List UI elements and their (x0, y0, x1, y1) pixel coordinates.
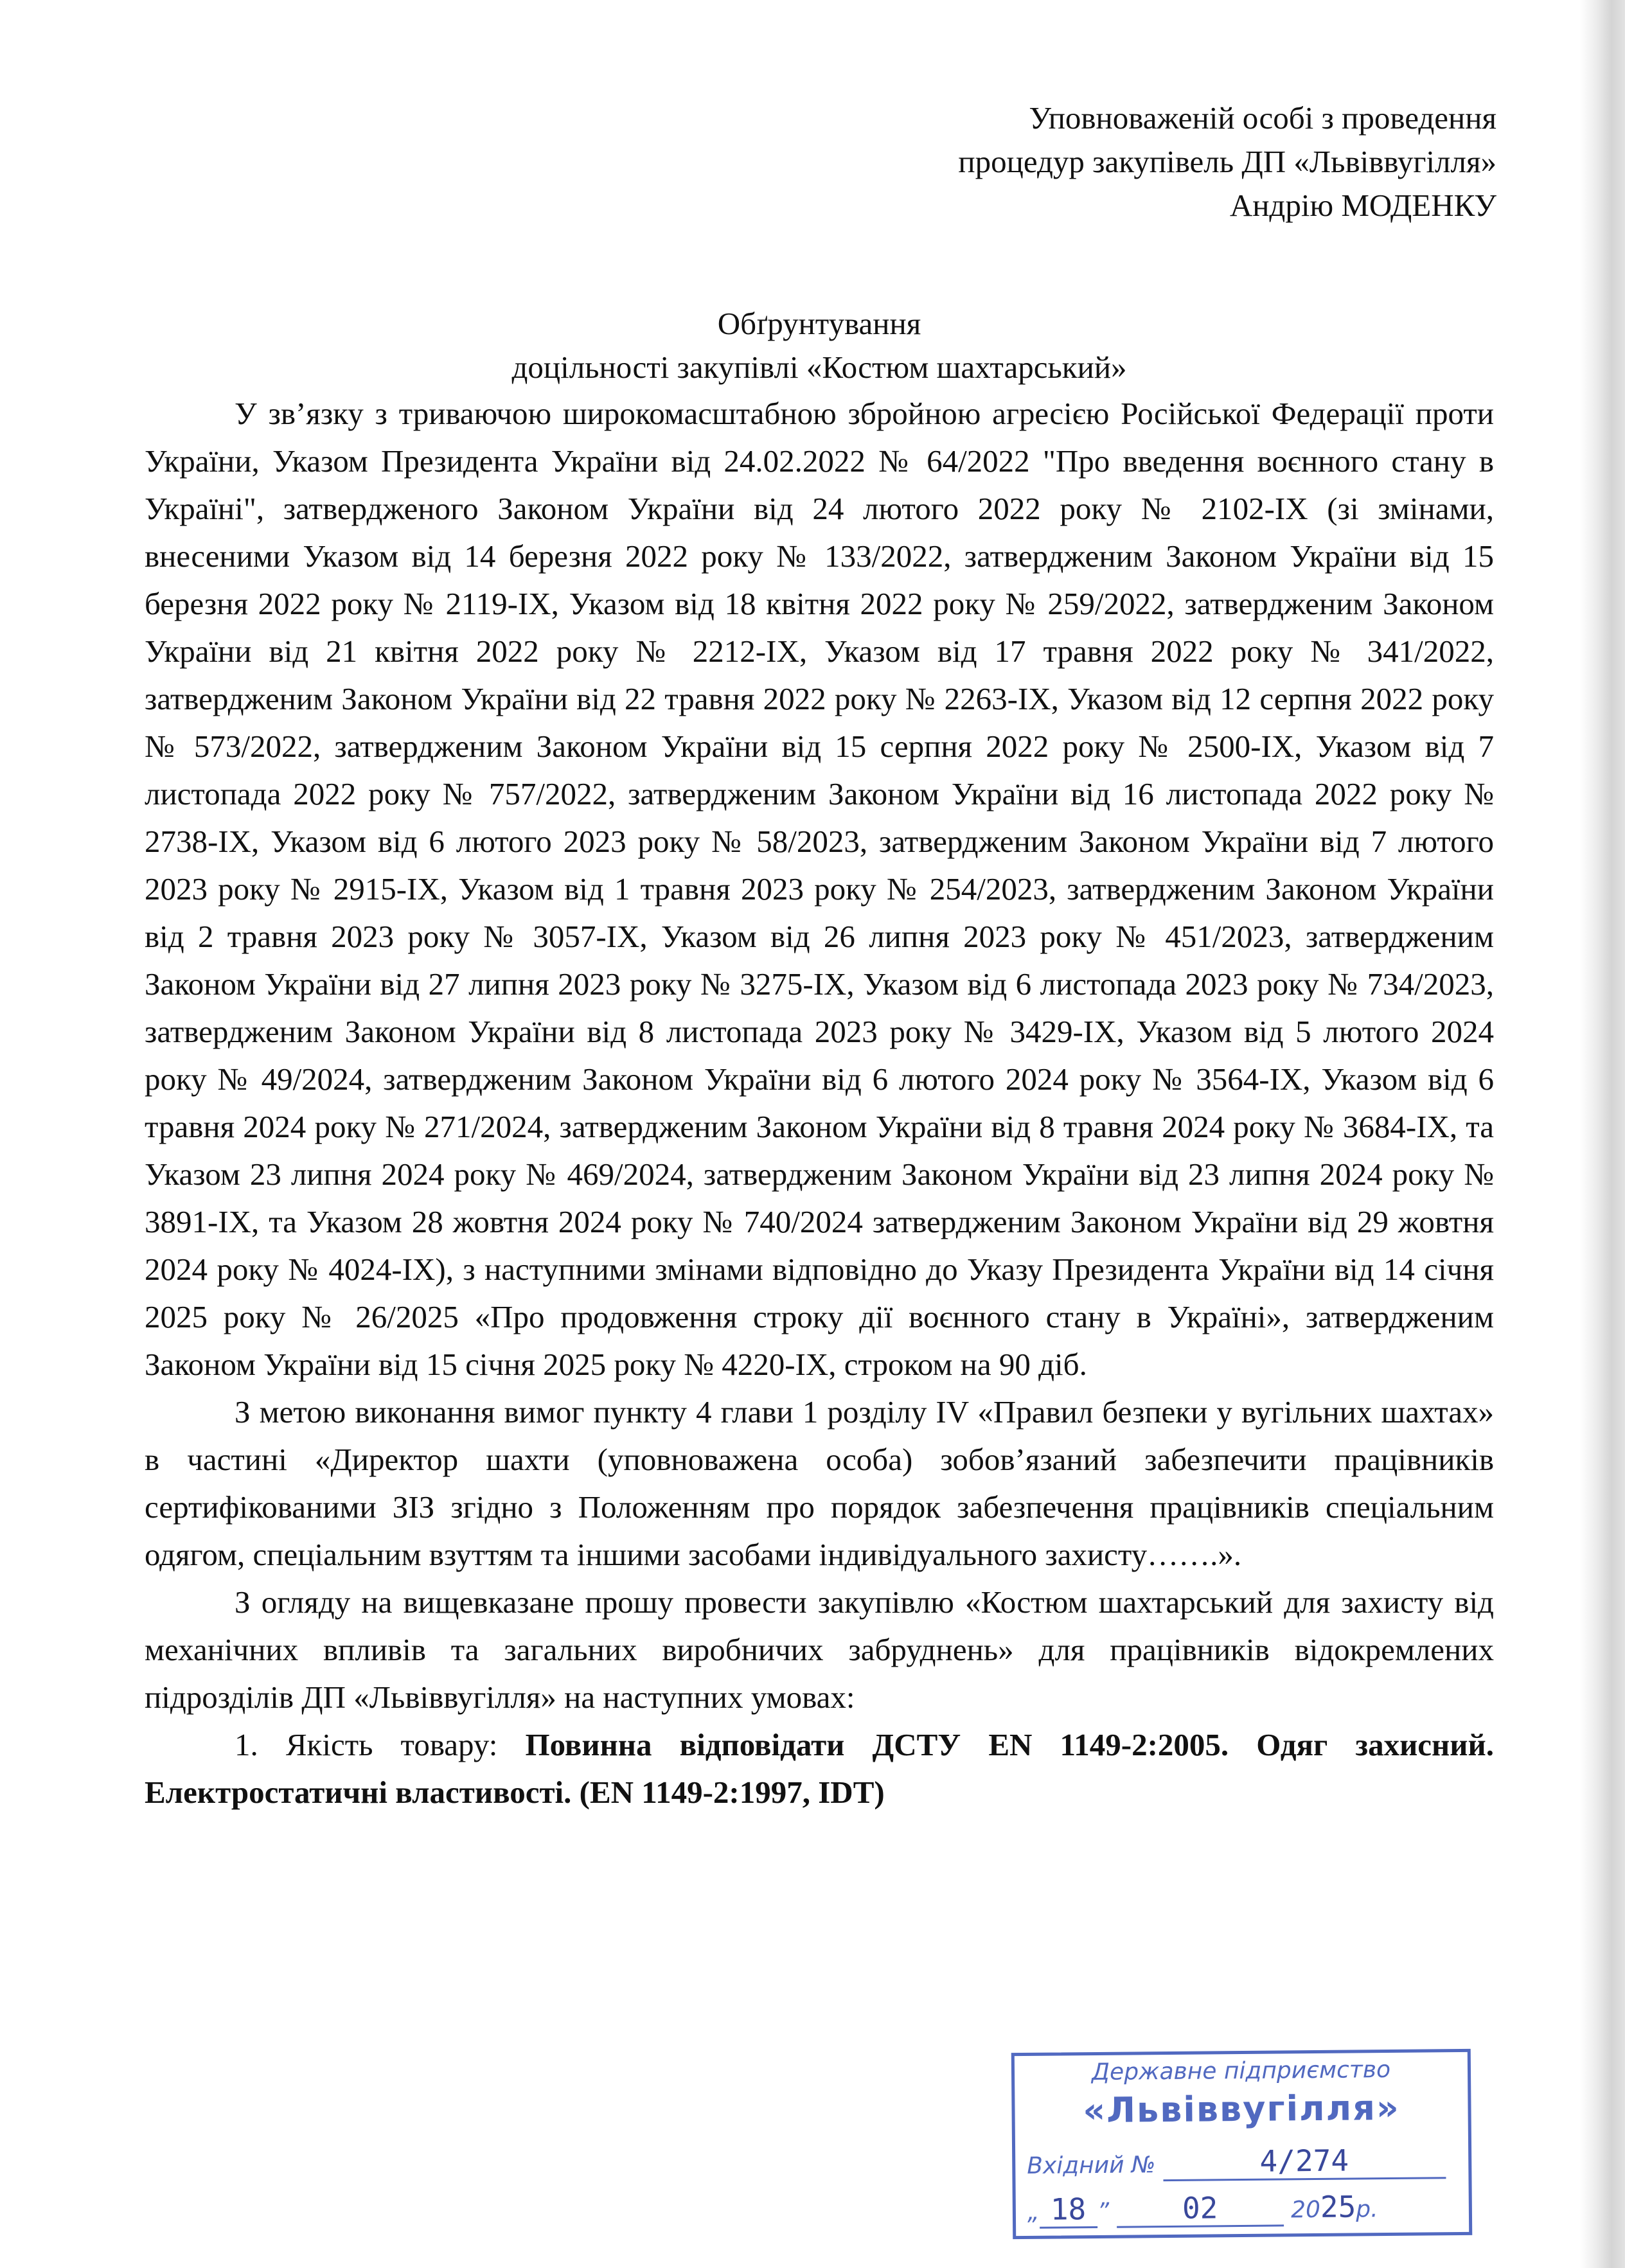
stamp-org-type: Державне підприємство (1091, 2056, 1391, 2086)
registration-stamp (1011, 2049, 1473, 2239)
paragraph-safety-rules: З метою виконання вимог пункту 4 глави 1 розділу IV «Правил безпеки у вугільних шахтах» в частині «Директор шахти (уповноважена особа) зобов’язаний забезпечити працівників сертифікованими ЗІЗ згідно з Положенням про порядок забезпечення працівників спеціальним одягом, спеціальним взуттям та іншими засобами індивідуального захисту…….». (145, 1394, 1494, 1572)
title-line-1: Обґрунтування (717, 306, 921, 341)
scan-edge-shadow (1580, 0, 1625, 2268)
stamp-date-row: „ 18 ” 02 2025р. (1027, 2189, 1378, 2229)
stamp-org-name: «Львіввугілля» (1083, 2087, 1401, 2131)
document-body (145, 390, 1494, 1816)
stamp-incoming-field (1163, 2142, 1446, 2181)
stamp-incoming-label: Вхідний № (1027, 2152, 1156, 2179)
quality-label: 1. Якість товару: (235, 1727, 526, 1762)
addressee-line-3: Андрію МОДЕНКУ (1229, 188, 1496, 223)
quality-standard: Повинна відповідати ДСТУ EN 1149-2:2005. Одяг захисний. Електростатичні властивості. (EN 1149-2:1997, IDT) (145, 1727, 1494, 1810)
paragraph-request: З огляду на вищевказане прошу провести закупівлю «Костюм шахтарський для захисту від механічних впливів та загальних виробничих забруднень» для працівників відокремлених підрозділів ДП «Львіввугілля» на наступних умовах: (145, 1584, 1494, 1715)
stamp-day-field (1039, 2192, 1097, 2229)
quality-requirement (145, 1721, 1494, 1816)
addressee-line-2: процедур закупівель ДП «Львіввугілля» (958, 144, 1496, 179)
stamp-day: 18 (1050, 2192, 1087, 2227)
document-title (145, 302, 1494, 389)
stamp-incoming-row (1027, 2142, 1446, 2183)
addressee-line-1: Уповноваженій особі з проведення (1029, 100, 1496, 136)
stamp-incoming-number: 4/274 (1259, 2143, 1349, 2179)
stamp-year-unit: р. (1356, 2196, 1378, 2223)
stamp-month: 02 (1182, 2190, 1218, 2226)
paragraph-martial-law: У зв’язку з триваючою широкомасштабною збройною агресією Російської Федерації проти України, Указом Президента України від 24.02.2022 № 64/2022 "Про введення воєнного стану в Україні", затвердженого Законом України від 24 лютого 2022 року № 2102-IX (зі змінами, внесеними Указом від 14 березня 2022 року № 133/2022, затвердженим Законом України від 15 березня 2022 року № 2119-IX, Указом від 18 квітня 2022 року № 259/2022, затвердженим Законом України від 21 квітня 2022 року № 2212-IX, Указом від 17 травня 2022 року № 341/2022, затвердженим Законом України від 22 травня 2022 року № 2263-IX, Указом від 12 серпня 2022 року № 573/2022, затвердженим Законом України від 15 серпня 2022 року № 2500-IX, Указом від 7 листопада 2022 року № 757/2022, затвердженим Законом України від 16 листопада 2022 року № 2738-IX, Указом від 6 лютого 2023 року № 58/2023, затвердженим Законом України від 7 лютого 2023 року № 2915-IX, Указом від 1 травня 2023 року № 254/2023, затвердженим Законом України від 2 травня 2023 року № 3057-IX, Указом від 26 липня 2023 року № 451/2023, затвердженим Законом України від 27 липня 2023 року № 3275-IX, Указом від 6 листопада 2023 року № 734/2023, затвердженим Законом України від 8 листопада 2023 року № 3429-IX, Указом від 5 лютого 2024 року № 49/2024, затвердженим Законом України від 6 лютого 2024 року № 3564-IX, Указом від 6 травня 2024 року № 271/2024, затвердженим Законом України від 8 травня 2024 року № 3684-IX, та Указом 23 липня 2024 року № 469/2024, затвердженим Законом України від 23 липня 2024 року № 3891-IX, та Указом 28 жовтня 2024 року № 740/2024 затвердженим Законом України від 29 жовтня 2024 року № 4024-IX), з наступними змінами відповідно до Указу Президента України від 14 січня 2025 року № 26/2025 «Про продовження строку дії воєнного стану в Україні», затвердженим Законом України від 15 січня 2025 року № 4220-IX, строком на 90 діб. (145, 396, 1494, 1382)
addressee-block (597, 96, 1496, 227)
stamp-month-field (1116, 2190, 1283, 2228)
stamp-year-suffix: 25 (1320, 2189, 1356, 2224)
stamp-year-prefix: 20 (1290, 2196, 1321, 2224)
title-line-2: доцільності закупівлі «Костюм шахтарський» (511, 350, 1127, 385)
